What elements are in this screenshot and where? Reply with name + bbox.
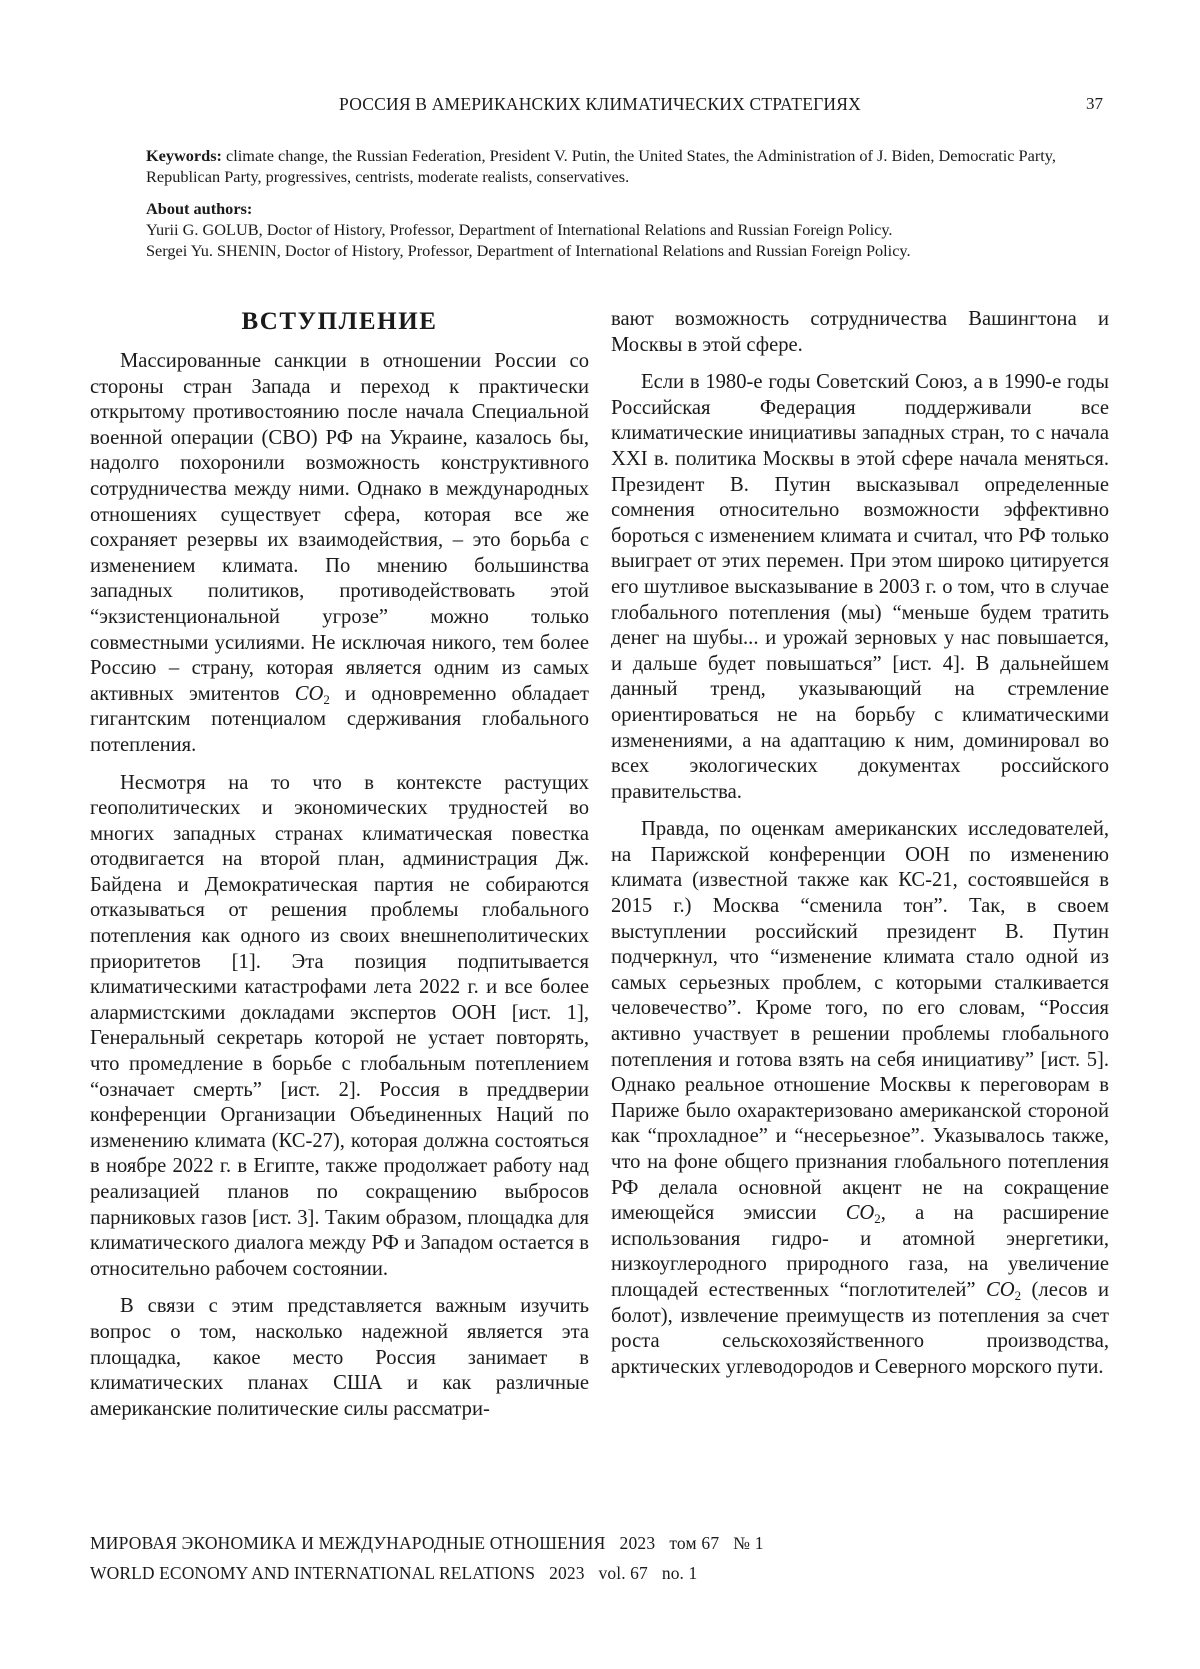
keywords-paragraph [146,145,1066,187]
body-paragraph: Если в 1980-е годы Советский Союз, а в 1990-е годы Российская Федерация поддерживали все климатические инициативы западных стран, то с начала XXI в. политика Москвы в этой сфере начала меняться. Президент В. Путин высказывал определенные сомнения относительно возможности эффективно бороться с изменением климата и считал, что РФ только выиграет от этих перемен. При этом широко цитируется его шутливое высказывание в 2003 г. о том, что в случае глобального потепления (мы) “меньше будем тратить денег на шубы... и урожай зерновых у нас повышается, и дальше будет повышаться” [ист. 4]. В дальнейшем данный тренд, указывающий на стремление ориентироваться не на борьбу с климатическими изменениями, а на адаптацию к ним, доминировал во всех экологических документах российского правительства. [611,371,1109,803]
co2-base: CO [845,1202,875,1225]
body-paragraph: В связи с этим представляется важным изучить вопрос о том, насколько надежной является эта площадка, какое место Россия занимает в климатических планах США и как различные американские политические силы рассматри- [90,1295,589,1420]
body-paragraph: Несмотря на то что в контексте растущих геополитических и экономических трудностей во многих западных странах климатическая повестка отодвигается на второй план, администрация Дж. Байдена и Демократическая партия не собираются отказываться от решения проблемы глобального потепления как одного из своих внешнеполитических приоритетов [1]. Эта позиция подпитывается климатическими катастрофами лета 2022 г. и все более алармистскими докладами экспертов ООН [ист. 1], Генеральный секретарь которой не устает повторять, что промедление в борьбе с глобальным потеплением “означает смерть” [ист. 2]. Россия в преддверии конференции Организации Объединенных Наций по изменению климата (КС-27), которая должна состояться в ноябре 2022 г. в Египте, также продолжает работу над реализацией планов по сокращению выбросов парниковых газов [ист. 3]. Таким образом, площадка для климатического диалога между РФ и Западом остается в относительно рабочем состоянии. [90,771,589,1280]
authors-label: About authors: [146,199,253,218]
co2-subscript: 2 [323,691,330,707]
co2-base: CO [294,682,324,705]
authors-block [146,198,1066,261]
running-head [0,94,1200,120]
journal-issue: no. 1 [661,1563,698,1583]
body-paragraph [611,817,1109,1380]
author-line: Yurii G. GOLUB, Doctor of History, Professor, Department of International Relations and Russian Foreign Policy. [146,220,893,239]
body-paragraph [90,349,589,759]
paragraph-text: Правда, по оценкам американских исследователей, на Парижской конференции ООН по изменению климата (известной также как КС-21, состоявшейся в 2015 г.) Москва “сменила тон”. Так, в своем выступлении российский президент В. Путин подчеркнул, что “изменение климата стало одной из самых серьезных проблем, с которыми сталкивается человечество”. Кроме того, по его словам, “Россия активно участвует в решении проблемы глобального потепления и готова взять на себя инициативу” [ист. 5]. Однако реальное отношение Москвы к переговорам в Париже было охарактеризовано американской стороной как “прохладное” и “несерьезное”. Указывалось также, что на фоне общего признания глобального потепления РФ делала основной акцент не на сокращение имеющейся эмиссии [611,818,1109,1225]
journal-volume: том 67 [669,1533,720,1553]
paragraph-text: Массированные санкции в отношении России со стороны стран Запада и переход к практически открытому противостоянию после начала Специальной военной операции (СВО) РФ на Украине, казалось бы, надолго похоронили возможность конструктивного сотрудничества между ними. Однако в международных отношениях существует сфера, которая все же сохраняет резервы их взаимодействия, – это борьба с изменением климата. По мнению большинства западных политиков, противодействовать этой “экзистенциональной угрозе” можно только совместными усилиями. Не исключая никого, тем более Россию – страну, которая является одним из самых активных эмитентов [90,350,589,705]
journal-year: 2023 [549,1563,585,1583]
journal-volume: vol. 67 [598,1563,648,1583]
journal-issue: № 1 [733,1533,764,1553]
page-number: 37 [1086,94,1103,113]
co2-formula [986,1279,1021,1301]
co2-subscript: 2 [1014,1287,1022,1303]
author-line: Sergei Yu. SHENIN, Doctor of History, Professor, Department of International Relations and Russian Foreign Policy. [146,241,911,260]
keywords-label: Keywords: [146,146,222,165]
running-title: РОССИЯ В АМЕРИКАНСКИХ КЛИМАТИЧЕСКИХ СТРАТЕГИЯХ [339,94,861,114]
co2-formula [845,1202,881,1227]
left-column [90,307,589,1422]
paragraph-text: , а на расширение использования гидро- и атомной энергетики, низкоуглеродного природного газа, на увеличение площадей естественных “поглотителей” [611,1202,1109,1301]
co2-subscript: 2 [874,1211,881,1227]
footer-journal-ru [90,1533,990,1554]
journal-name: МИРОВАЯ ЭКОНОМИКА И МЕЖДУНАРОДНЫЕ ОТНОШЕНИЯ [90,1533,606,1553]
co2-base: CO [986,1278,1015,1301]
paragraph-text: (лесов и болот), извлечение преимуществ из потепления за счет роста сельскохозяйственного производства, арктических углеводородов и Северного морского пути. [611,1278,1109,1378]
body-paragraph-continued: вают возможность сотрудничества Вашингтона и Москвы в этой сфере. [611,308,1109,356]
section-heading: ВСТУПЛЕНИЕ [241,308,438,335]
co2-formula [295,683,330,705]
journal-name: WORLD ECONOMY AND INTERNATIONAL RELATIONS [90,1563,536,1583]
right-column [611,307,1109,1380]
keywords-text: climate change, the Russian Federation, President V. Putin, the United States, the Administration of J. Biden, Democratic Party, Republican Party, progressives, centrists, moderate realists, conservatives. [146,146,1056,186]
paragraph-text: и одновременно обладает гигантским потенциалом сдерживания глобального потепления. [90,682,589,756]
journal-year: 2023 [619,1533,656,1553]
footer-journal-en [90,1563,990,1584]
keywords-block [146,145,1066,187]
